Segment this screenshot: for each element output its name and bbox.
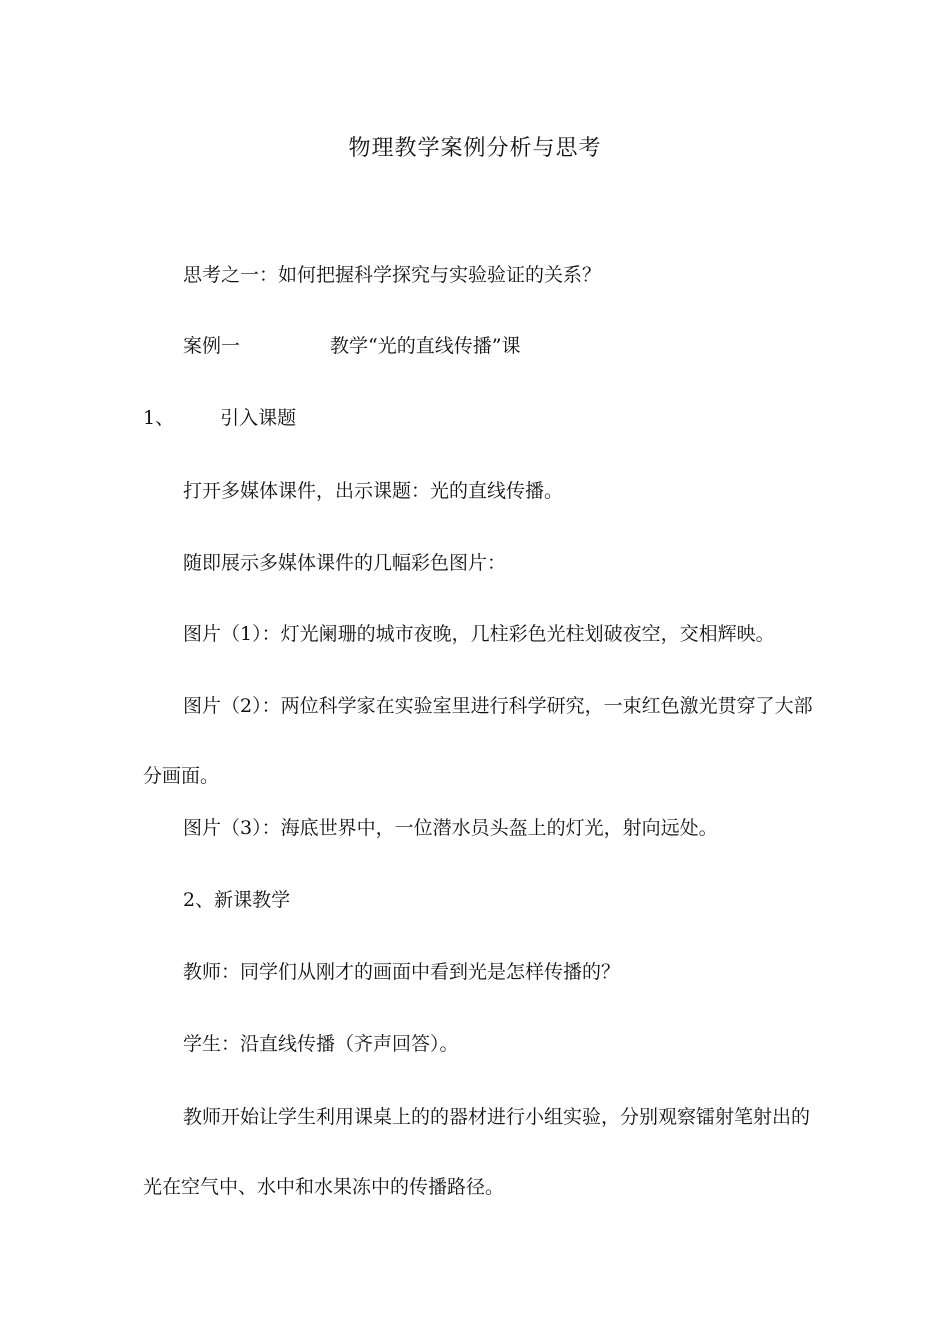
paragraph-teacher-question: 教师：同学们从刚才的画面中看到光是怎样传播的？: [183, 961, 621, 983]
paragraph-show-pictures: 随即展示多媒体课件的几幅彩色图片：: [183, 552, 507, 574]
paragraph-student-answer: 学生：沿直线传播（齐声回答）。: [183, 1033, 459, 1055]
section-heading-2: 2、新课教学: [183, 889, 291, 911]
section-heading-1: [143, 401, 813, 436]
case-title: 教学“光的直线传播”课: [330, 335, 521, 357]
section-title: 引入课题: [220, 407, 297, 429]
paragraph-experiment: 教师开始让学生利用课桌上的的器材进行小组实验，分别观察镭射笔射出的光在空气中、水中和水果冻中的传播路径。: [143, 1106, 811, 1198]
case-label: 案例一: [183, 335, 241, 357]
paragraph-open-courseware: 打开多媒体课件，出示课题：光的直线传播。: [183, 480, 564, 502]
paragraph-picture-3: 图片（3）：海底世界中，一位潜水员头盔上的灯光，射向远处。: [183, 817, 718, 839]
paragraph-case-one: [143, 329, 853, 364]
paragraph-picture-2: 图片（2）：两位科学家在实验室里进行科学研究，一束红色激光贯穿了大部分画面。: [143, 695, 813, 787]
document-title: 物理教学案例分析与思考: [348, 136, 602, 161]
paragraph-thinking-one: 思考之一：如何把握科学探究与实验验证的关系？: [183, 264, 602, 286]
paragraph-picture-1: 图片（1）：灯光阑珊的城市夜晚，几柱彩色光柱划破夜空，交相辉映。: [183, 623, 775, 645]
section-number: 1、: [143, 407, 175, 429]
